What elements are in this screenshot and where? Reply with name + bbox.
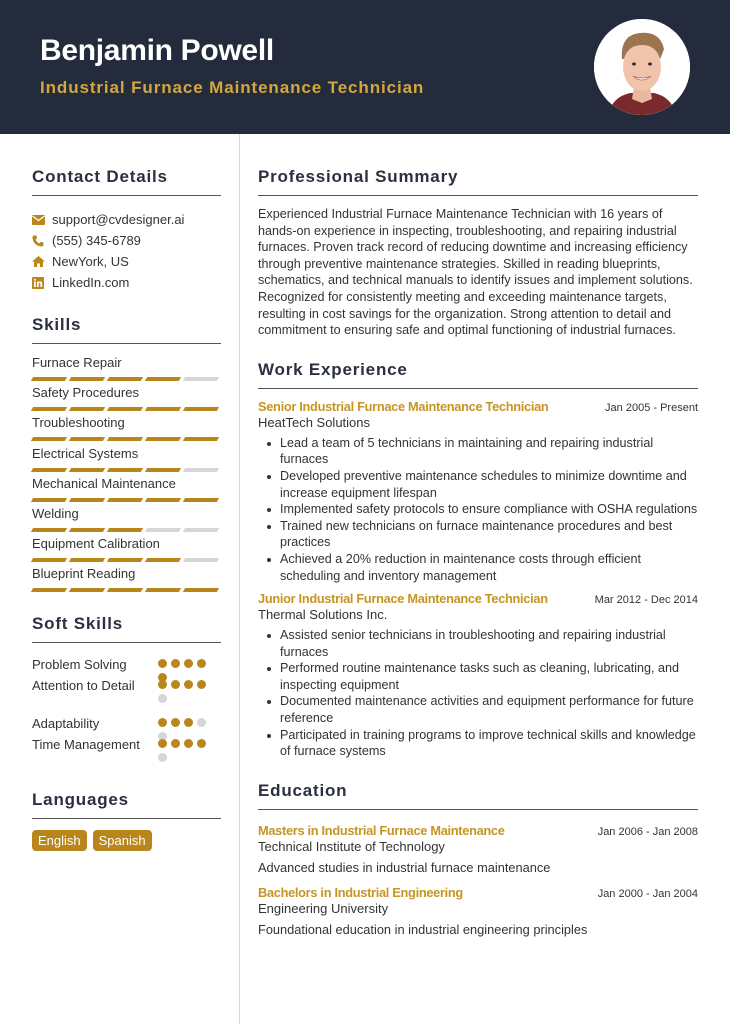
job-bullet: Trained new technicians on furnace maintenance procedures and best practices	[258, 518, 698, 551]
envelope-icon	[32, 215, 52, 225]
rating-dot	[171, 718, 180, 727]
job-bullet: Documented maintenance activities and equipment performance for future reference	[258, 693, 698, 726]
column-divider	[239, 134, 240, 1024]
skill-item	[32, 475, 221, 505]
skill-level-segment	[107, 377, 143, 381]
skill-level-segment	[107, 588, 143, 592]
education-entry	[258, 823, 698, 875]
skill-level-bars	[32, 437, 221, 441]
rating-dot	[184, 659, 193, 668]
education-description: Advanced studies in industrial furnace maintenance	[258, 859, 551, 875]
skill-level-segment	[69, 588, 105, 592]
education-section	[258, 781, 698, 937]
skill-level-segment	[31, 588, 67, 592]
skill-level-segment	[183, 528, 219, 532]
summary-text: Experienced Industrial Furnace Maintenance Technician with 16 years of hands-on experience in inspecting, troubleshooting, and repairing industrial furnaces. Proven track record of reducing downtime and increasing efficiency through preventive maintenance strategies. Skilled in reading blueprints, schematics, and technical manuals to identify issues and implement solutions. Recognized for consistently meeting and exceeding maintenance targets, resulting in cost savings for the organization. Strong attention to detail and commitment to ensuring safe and optimal functioning of industrial furnaces.	[258, 207, 693, 338]
contact-phone-text: (555) 345-6789	[52, 233, 141, 248]
soft-skills-section	[32, 614, 221, 758]
section-rule	[258, 195, 698, 196]
language-tag: Spanish	[93, 830, 152, 851]
skill-level-bars	[32, 468, 221, 472]
education-description: Foundational education in industrial engineering principles	[258, 921, 588, 937]
rating-dot	[158, 659, 167, 668]
soft-skill-level-dots	[158, 739, 210, 762]
skill-label: Troubleshooting	[32, 415, 125, 431]
contact-location-text: NewYork, US	[52, 254, 129, 269]
school-name: Technical Institute of Technology	[258, 838, 445, 854]
skill-level-segment	[145, 528, 181, 532]
rating-dot	[197, 739, 206, 748]
section-rule	[32, 343, 221, 344]
skill-level-segment	[145, 498, 181, 502]
skill-item	[32, 414, 221, 444]
job-bullet: Performed routine maintenance tasks such as cleaning, lubricating, and inspecting equipment	[258, 660, 698, 693]
skill-item	[32, 445, 221, 475]
soft-skill-item	[32, 736, 221, 757]
rating-dot	[158, 753, 167, 762]
phone-icon	[32, 235, 52, 247]
rating-dot	[171, 680, 180, 689]
job-date: Jan 2005 - Present	[605, 401, 698, 414]
skill-level-segment	[183, 377, 219, 381]
contact-location	[32, 251, 221, 272]
candidate-name: Benjamin Powell	[40, 34, 274, 67]
languages-section	[32, 790, 221, 851]
skill-level-segment	[183, 498, 219, 502]
skill-level-segment	[145, 588, 181, 592]
section-rule	[32, 642, 221, 643]
soft-skill-item	[32, 677, 221, 715]
skill-level-segment	[183, 558, 219, 562]
soft-skill-item	[32, 656, 221, 677]
home-icon	[32, 256, 52, 267]
skill-level-segment	[31, 437, 67, 441]
skill-level-segment	[69, 468, 105, 472]
job-entry	[258, 591, 698, 760]
soft-skills-list	[32, 656, 221, 758]
job-bullet: Implemented safety protocols to ensure compliance with OSHA regulations	[258, 501, 698, 518]
soft-skill-label: Attention to Detail	[32, 677, 135, 693]
degree-title: Bachelors in Industrial Engineering	[258, 884, 463, 900]
skill-level-segment	[69, 437, 105, 441]
profile-photo	[594, 19, 690, 115]
soft-skill-label: Adaptability	[32, 715, 100, 731]
skill-level-bars	[32, 407, 221, 411]
right-column	[258, 134, 698, 937]
skill-level-segment	[107, 407, 143, 411]
job-bullets	[258, 435, 698, 584]
section-title: Professional Summary	[258, 167, 459, 186]
soft-skill-level-dots	[158, 680, 210, 703]
skill-label: Welding	[32, 505, 79, 521]
job-bullet: Developed preventive maintenance schedules to minimize downtime and increase equipment lifespan	[258, 468, 698, 501]
skill-level-segment	[145, 377, 181, 381]
contact-email-text: support@cvdesigner.ai	[52, 212, 185, 227]
skill-level-segment	[145, 407, 181, 411]
section-rule	[258, 809, 698, 810]
rating-dot	[171, 739, 180, 748]
job-bullet: Assisted senior technicians in troubleshooting and repairing industrial furnaces	[258, 627, 698, 660]
candidate-role: Industrial Furnace Maintenance Technician	[40, 78, 425, 97]
contact-email[interactable]	[32, 209, 221, 230]
skill-item	[32, 535, 221, 565]
section-title: Languages	[32, 790, 129, 810]
skill-level-segment	[183, 588, 219, 592]
skill-label: Electrical Systems	[32, 445, 139, 461]
contact-linkedin-text: LinkedIn.com	[52, 275, 130, 290]
skills-list	[32, 354, 221, 596]
left-column	[32, 134, 221, 851]
job-title: Senior Industrial Furnace Maintenance Technician	[258, 398, 549, 414]
rating-dot	[197, 718, 206, 727]
experience-section	[258, 360, 698, 760]
section-title: Skills	[32, 315, 82, 334]
job-bullet: Lead a team of 5 technicians in maintaining and repairing industrial furnaces	[258, 435, 698, 468]
rating-dot	[158, 694, 167, 703]
job-entry	[258, 399, 698, 584]
linkedin-icon	[32, 277, 52, 289]
rating-dot	[197, 659, 206, 668]
education-date: Jan 2000 - Jan 2004	[597, 887, 698, 900]
skill-item	[32, 354, 221, 384]
skill-label: Safety Procedures	[32, 385, 139, 401]
section-rule	[32, 818, 221, 819]
section-rule	[258, 388, 698, 389]
skill-level-segment	[31, 498, 67, 502]
section-title: Work Experience	[258, 359, 408, 379]
skill-level-segment	[145, 437, 181, 441]
section-title: Contact Details	[32, 167, 168, 186]
job-bullet: Achieved a 20% reduction in maintenance costs through efficient scheduling and inventory management	[258, 551, 698, 584]
soft-skill-label: Problem Solving	[32, 656, 127, 672]
degree-title: Masters in Industrial Furnace Maintenance	[258, 822, 505, 838]
section-title: Soft Skills	[32, 613, 123, 633]
job-title: Junior Industrial Furnace Maintenance Technician	[258, 591, 548, 607]
rating-dot	[158, 680, 167, 689]
skill-level-segment	[183, 468, 219, 472]
skill-level-segment	[31, 468, 67, 472]
skill-label: Equipment Calibration	[32, 536, 160, 552]
soft-skill-item	[32, 715, 221, 736]
skill-level-segment	[107, 558, 143, 562]
skill-level-segment	[107, 498, 143, 502]
education-entry	[258, 885, 698, 937]
skill-level-bars	[32, 528, 221, 532]
skill-level-segment	[107, 528, 143, 532]
rating-dot	[184, 718, 193, 727]
skill-level-segment	[107, 468, 143, 472]
job-company: HeatTech Solutions	[258, 414, 371, 430]
contact-section	[32, 167, 221, 293]
language-tag: English	[32, 830, 87, 851]
soft-skill-label: Time Management	[32, 737, 140, 753]
language-tags	[32, 830, 221, 851]
rating-dot	[158, 718, 167, 727]
contact-linkedin[interactable]	[32, 272, 221, 293]
skill-label: Blueprint Reading	[32, 566, 136, 582]
skill-level-segment	[69, 558, 105, 562]
skill-item	[32, 565, 221, 595]
skill-item	[32, 505, 221, 535]
skill-level-segment	[145, 468, 181, 472]
school-name: Engineering University	[258, 900, 389, 916]
summary-section	[258, 167, 698, 339]
skill-level-bars	[32, 498, 221, 502]
contact-phone[interactable]	[32, 230, 221, 251]
resume-header	[0, 0, 730, 134]
rating-dot	[184, 680, 193, 689]
section-title: Education	[258, 780, 348, 800]
rating-dot	[197, 680, 206, 689]
job-bullets	[258, 627, 698, 760]
skill-level-segment	[31, 377, 67, 381]
skill-label: Mechanical Maintenance	[32, 475, 176, 491]
job-bullet: Participated in training programs to improve technical skills and knowledge of furnace systems	[258, 727, 698, 760]
job-date: Mar 2012 - Dec 2014	[594, 594, 698, 607]
education-date: Jan 2006 - Jan 2008	[597, 825, 698, 838]
skills-section	[32, 315, 221, 596]
section-rule	[32, 195, 221, 196]
skill-level-segment	[31, 558, 67, 562]
skill-level-segment	[183, 407, 219, 411]
skill-level-segment	[183, 437, 219, 441]
rating-dot	[171, 659, 180, 668]
person-photo-icon	[594, 19, 690, 115]
rating-dot	[184, 739, 193, 748]
skill-level-segment	[107, 437, 143, 441]
skill-label: Furnace Repair	[32, 355, 122, 370]
skill-level-bars	[32, 558, 221, 562]
skill-level-segment	[145, 558, 181, 562]
skill-level-segment	[31, 528, 67, 532]
skill-level-segment	[69, 498, 105, 502]
skill-level-segment	[69, 377, 105, 381]
job-company: Thermal Solutions Inc.	[258, 607, 388, 623]
rating-dot	[158, 739, 167, 748]
skill-level-segment	[31, 407, 67, 411]
skill-level-bars	[32, 588, 221, 592]
skill-item	[32, 384, 221, 414]
skill-level-segment	[69, 407, 105, 411]
skill-level-segment	[69, 528, 105, 532]
skill-level-bars	[32, 377, 221, 381]
